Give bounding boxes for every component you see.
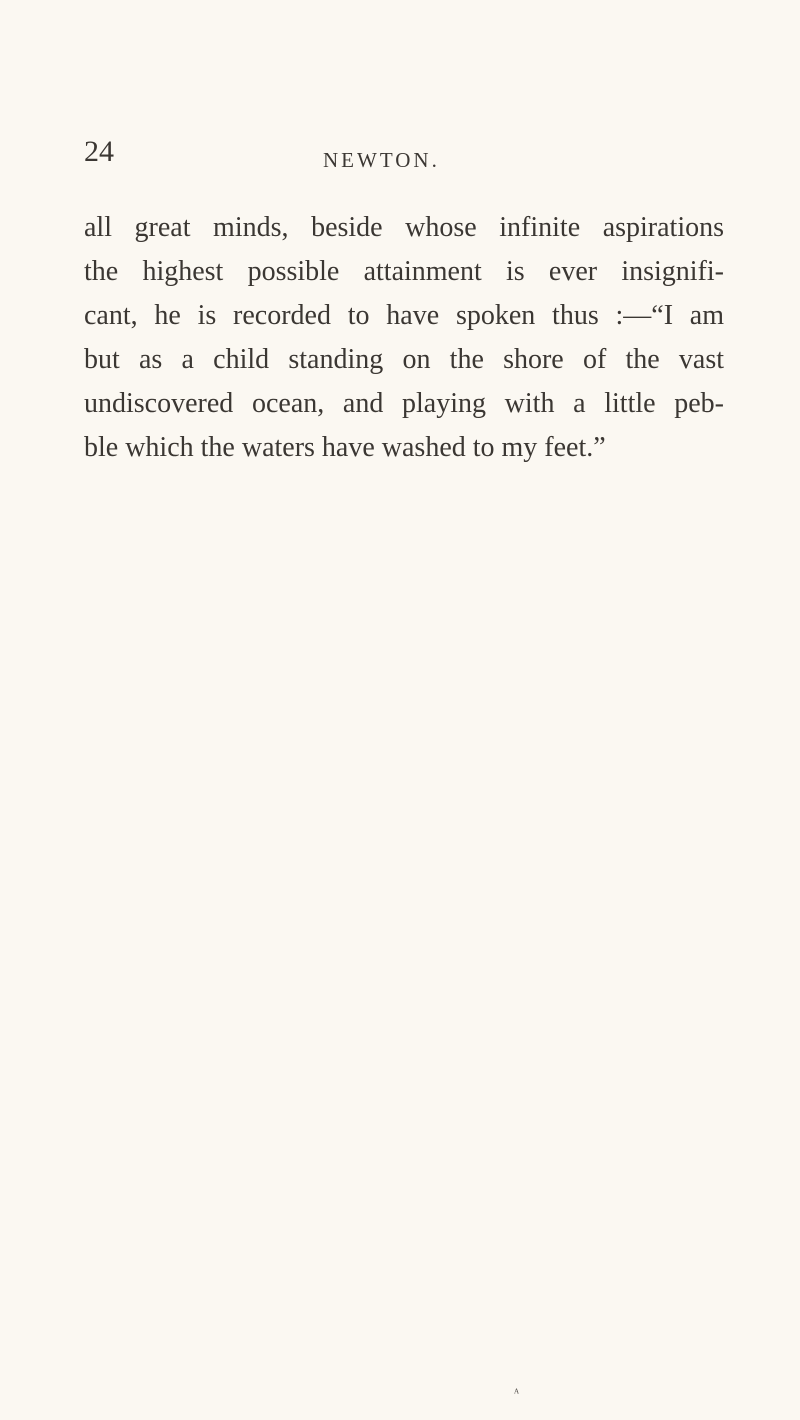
text-line-3: cant, he is recorded to have spoken thus :—“I am <box>84 300 724 331</box>
text-line-2: the highest possible attainment is ever insignifi- <box>84 256 724 287</box>
text-line-5: undiscovered ocean, and playing with a little peb- <box>84 388 724 419</box>
text-line-1: all great minds, beside whose infinite aspirations <box>84 212 724 243</box>
body-text <box>84 206 724 470</box>
text-line-6: ble which the waters have washed to my feet.” <box>84 432 606 463</box>
running-head: NEWTON. <box>323 148 440 172</box>
footer-mark: ᴬ <box>514 1386 520 1400</box>
page-number: 24 <box>84 135 114 168</box>
text-line-4: but as a child standing on the shore of the vast <box>84 344 724 375</box>
